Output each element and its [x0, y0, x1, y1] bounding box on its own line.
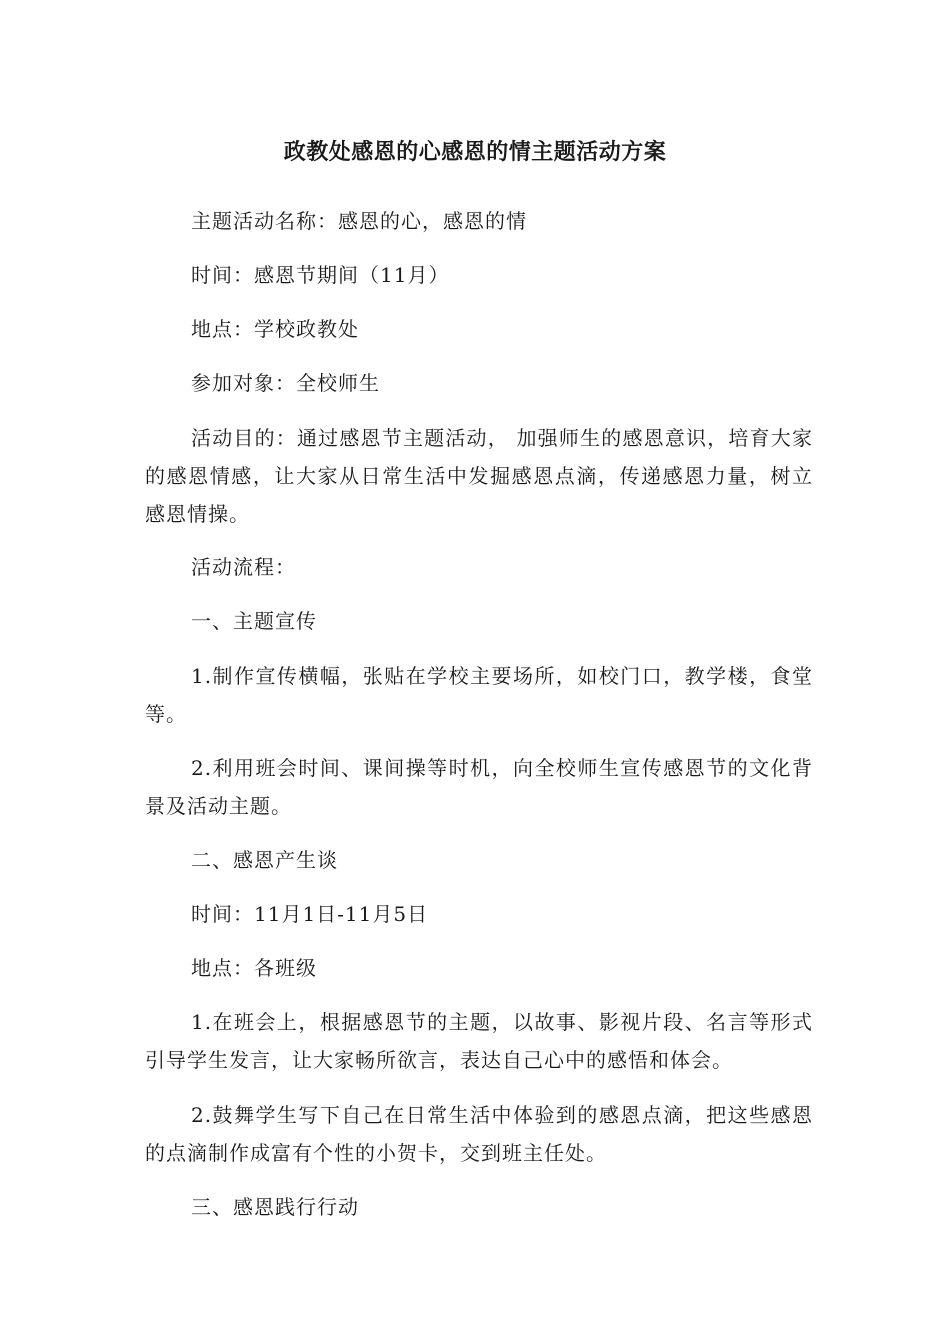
paragraph-item-1-2: 2.利用班会时间、课间操等时机，向全校师生宣传感恩节的文化背景及活动主题。 — [145, 756, 813, 818]
paragraph-process-heading: 活动流程： — [191, 555, 296, 579]
paragraph-activity-name: 主题活动名称：感恩的心，感恩的情 — [191, 209, 527, 233]
paragraph-item-2-1: 1.在班会上，根据感恩节的主题，以故事、影视片段、名言等形式引导学生发言，让大家畅所欲言，表达自己心中的感悟和体会。 — [145, 1010, 813, 1072]
paragraph-time: 时间：感恩节期间（11月） — [191, 263, 450, 287]
document-title: 政教处感恩的心感恩的情主题活动方案 — [283, 140, 667, 165]
paragraph-item-1-1: 1.制作宣传横幅，张贴在学校主要场所，如校门口，教学楼，食堂等。 — [145, 664, 813, 726]
paragraph-location: 地点：学校政教处 — [191, 317, 359, 341]
paragraph-participants: 参加对象：全校师生 — [191, 371, 380, 395]
paragraph-section2-time: 时间：11月1日-11月5日 — [191, 902, 429, 926]
section-heading-2: 二、感恩产生谈 — [191, 848, 338, 872]
paragraph-section2-location: 地点：各班级 — [191, 956, 317, 980]
section-heading-3: 三、感恩践行行动 — [191, 1195, 359, 1219]
paragraph-item-2-2: 2.鼓舞学生写下自己在日常生活中体验到的感恩点滴，把这些感恩的点滴制作成富有个性的小贺卡，交到班主任处。 — [145, 1103, 813, 1165]
paragraph-purpose: 活动目的：通过感恩节主题活动， 加强师生的感恩意识，培育大家的感恩情感，让大家从日常生活中发掘感恩点滴，传递感恩力量，树立感恩情操。 — [145, 426, 813, 526]
section-heading-1: 一、主题宣传 — [191, 609, 317, 633]
